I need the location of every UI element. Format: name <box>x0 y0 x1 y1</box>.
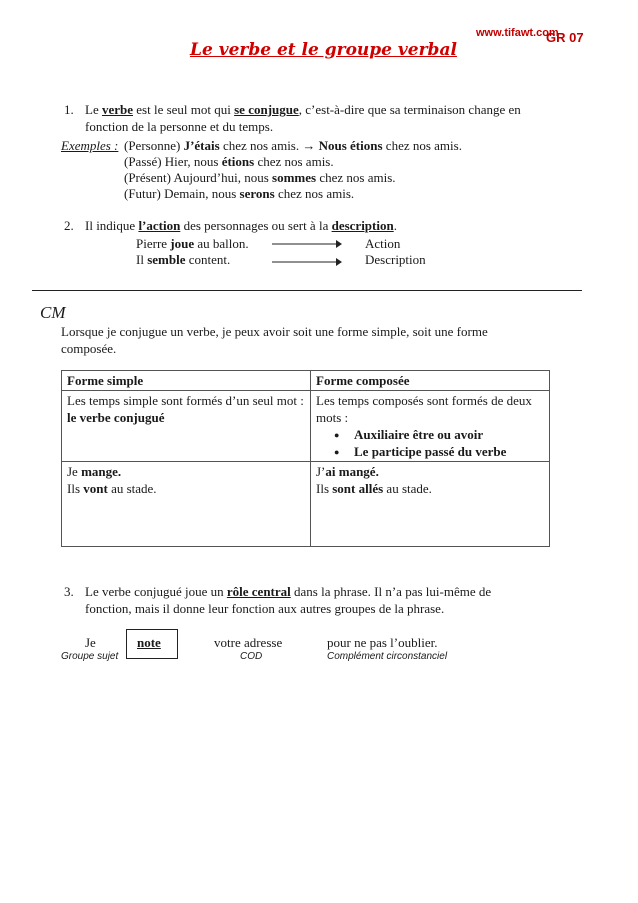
list-item: ● Auxiliaire être ou avoir <box>354 426 544 443</box>
header-forme-simple: Forme simple <box>62 371 311 391</box>
arrow-icon <box>272 257 342 267</box>
point-1-line-1: Le verbe est le seul mot qui se conjugue, c’est-à-dire que sa terminaison change en <box>85 102 521 117</box>
word-subject: Je <box>85 635 96 650</box>
point-2-example-1: Pierre joue au ballon. <box>136 236 249 251</box>
example-line: (Passé) Hier, nous étions chez nos amis. <box>124 154 334 169</box>
result-description: Description <box>365 252 426 267</box>
table-header-row <box>62 371 550 391</box>
label-complement: Complément circonstanciel <box>327 651 448 662</box>
point-3-line-1: Le verbe conjugué joue un rôle central dans la phrase. Il n’a pas lui-même de <box>85 584 492 599</box>
label-cod: COD <box>240 651 263 662</box>
example-line: (Présent) Aujourd’hui, nous sommes chez nos amis. <box>124 170 396 185</box>
simple-description: Les temps simple sont formés d’un seul mot : le verbe conjugué <box>62 391 311 462</box>
compound-examples: J’ai mangé. Ils sont allés au stade. <box>311 462 550 547</box>
word-cod: votre adresse <box>214 635 283 650</box>
label-groupe-sujet: Groupe sujet <box>61 651 119 662</box>
cm-intro-line-2: composée. <box>61 341 117 356</box>
cm-intro-line-1: Lorsque je conjugue un verbe, je peux avoir soit une forme simple, soit une forme <box>61 324 488 339</box>
list-item: ● Le participe passé du verbe <box>354 443 544 460</box>
word-verb: note <box>137 635 161 650</box>
example-line: (Personne) J’étais chez nos amis. → Nous étions chez nos amis. <box>124 138 462 153</box>
example-line: (Futur) Demain, nous serons chez nos amis. <box>124 186 355 201</box>
forms-table <box>61 370 550 547</box>
point-3-line-2: fonction, mais il donne leur fonction aux autres groupes de la phrase. <box>85 601 445 616</box>
examples-label: Exemples : <box>61 138 119 153</box>
point-2-number: 2. <box>64 218 74 233</box>
website-url: www.tifawt.com <box>476 27 559 39</box>
header-forme-composee: Forme composée <box>311 371 550 391</box>
result-action: Action <box>365 236 401 251</box>
point-2-line: Il indique l’action des personnages ou sert à la description. <box>85 218 397 233</box>
point-1-number: 1. <box>64 102 74 117</box>
word-complement: pour ne pas l’oublier. <box>327 635 438 650</box>
table-row <box>62 391 550 462</box>
point-3-number: 3. <box>64 584 74 599</box>
simple-examples: Je mange. Ils vont au stade. <box>62 462 311 547</box>
cm-label: CM <box>40 303 66 322</box>
compound-description: Les temps composés sont formés de deux mots : ● Auxiliaire être ou avoir ● Le participe passé du verbe <box>311 391 550 462</box>
section-divider <box>32 290 582 291</box>
table-row <box>62 462 550 547</box>
point-1-line-2: fonction de la personne et du temps. <box>85 119 274 134</box>
lesson-code: GR 07 <box>546 30 584 45</box>
point-2-example-2: Il semble content. <box>136 252 231 267</box>
arrow-icon <box>272 239 342 249</box>
page-title: Le verbe et le groupe verbal <box>190 40 457 60</box>
